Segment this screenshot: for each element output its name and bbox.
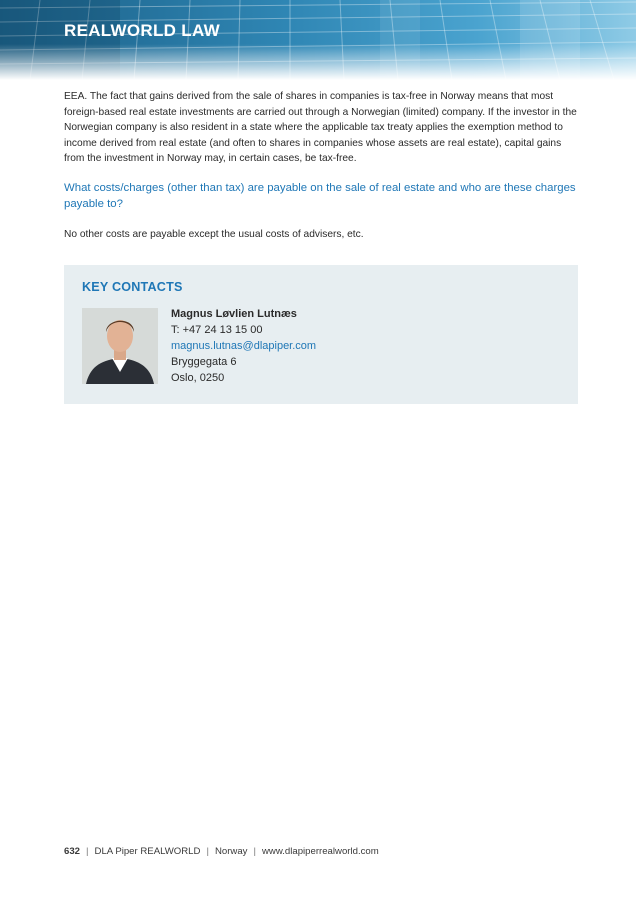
contact-address-city: Oslo, 0250: [171, 372, 225, 384]
footer-country: Norway: [214, 846, 248, 857]
footer-separator: |: [206, 846, 209, 857]
contact-details: [171, 306, 316, 386]
question-heading: What costs/charges (other than tax) are payable on the sale of real estate and who are these charges payable to?: [64, 182, 576, 210]
footer-separator: |: [86, 846, 89, 857]
header-banner: [0, 0, 636, 80]
header-title: REALWORLD LAW: [64, 21, 220, 40]
footer-separator: |: [253, 846, 256, 857]
footer-website-link[interactable]: www.dlapiperrealworld.com: [261, 846, 379, 857]
contact-photo: [82, 308, 158, 384]
key-contacts-box: [64, 265, 578, 404]
page-footer: [64, 846, 379, 857]
body-paragraph: EEA. The fact that gains derived from the sale of shares in companies is tax-free in Norway means that most foreign-based real estate investments are carried out through a Norwegian (limited) company. If the investor in the Norwegian company is also resident in a state where the applicable tax treaty applies the exemption method to income derived from real estate (and often to shares in companies whose assets are real estate), capital gains from the investment in Norway may, in certain cases, be tax-free.: [64, 91, 577, 164]
key-contacts-heading: KEY CONTACTS: [82, 280, 183, 294]
answer-paragraph: No other costs are payable except the usual costs of advisers, etc.: [64, 229, 364, 240]
page-number: 632: [64, 846, 81, 857]
contact-address-street: Bryggegata 6: [171, 356, 237, 368]
contact-email-link[interactable]: magnus.lutnas@dlapiper.com: [171, 340, 317, 352]
contact-phone: T: +47 24 13 15 00: [171, 324, 263, 336]
contact-name: Magnus Løvlien Lutnæs: [171, 308, 297, 320]
footer-publication: DLA Piper REALWORLD: [94, 846, 201, 857]
